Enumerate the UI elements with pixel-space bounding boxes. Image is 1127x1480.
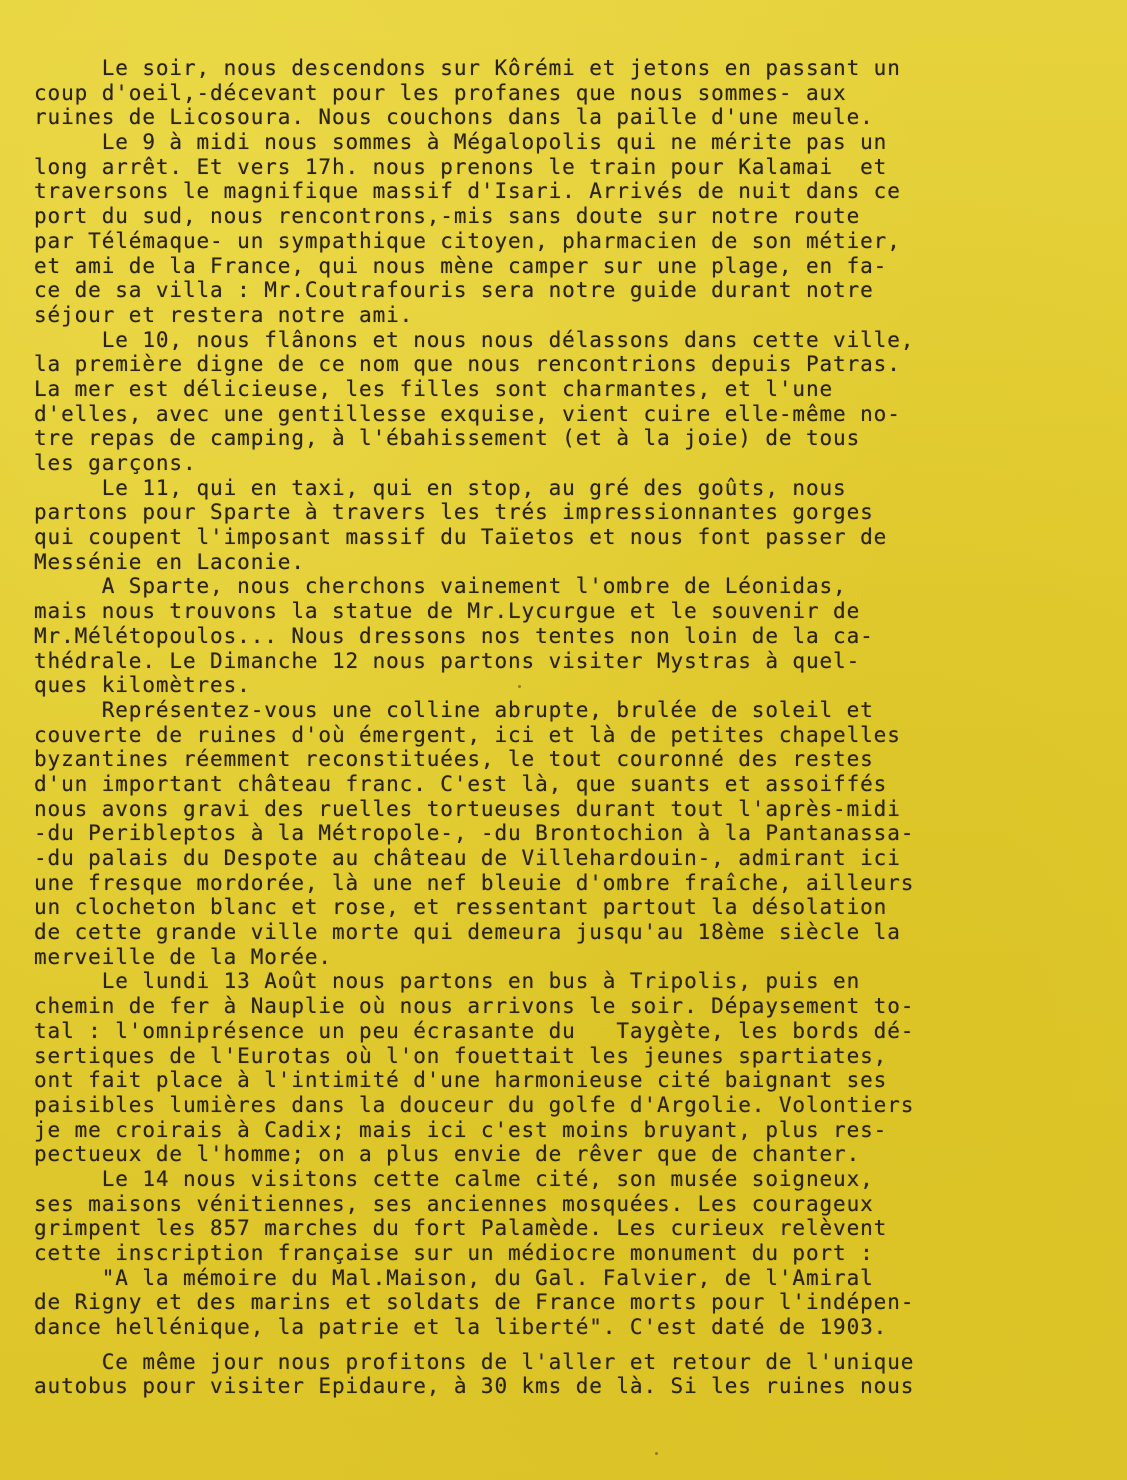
text-line: ques kilomètres. bbox=[34, 673, 251, 698]
text-line: Le soir, nous descendons sur Kôrémi et jetons en passant un bbox=[34, 56, 901, 80]
paper-speck bbox=[655, 1452, 658, 1455]
text-line: Le 14 nous visitons cette calme cité, son musée soigneux, bbox=[34, 1166, 874, 1191]
text-line: nous avons gravi des ruelles tortueuses durant tout l'après-midi bbox=[34, 796, 901, 821]
text-line: dance hellénique, la patrie et la liberté". C'est daté de 1903. bbox=[34, 1315, 888, 1340]
typewritten-text bbox=[34, 56, 1094, 1399]
paper-speck bbox=[518, 685, 521, 688]
text-line: ont fait place à l'intimité d'une harmonieuse cité baignant ses bbox=[34, 1068, 888, 1093]
text-line: un clocheton blanc et rose, et ressentant partout la désolation bbox=[34, 895, 888, 920]
text-line: -du Peribleptos à la Métropole-, -du Brontochion à la Pantanassa- bbox=[34, 821, 915, 846]
text-line: -du palais du Despote au château de Villehardouin-, admirant ici bbox=[34, 846, 901, 870]
text-line: la première digne de ce nom que nous rencontrions depuis Patras. bbox=[34, 352, 901, 377]
text-line: coup d'oeil,-décevant pour les profanes que nous sommes- aux bbox=[34, 80, 847, 105]
text-line: qui coupent l'imposant massif du Taïetos et nous font passer de bbox=[34, 525, 888, 550]
text-line: Messénie en Laconie. bbox=[34, 549, 305, 574]
text-line: cette inscription française sur un médiocre monument du port : bbox=[34, 1241, 874, 1265]
text-line: long arrêt. Et vers 17h. nous prenons le train pour Kalamai et bbox=[34, 154, 888, 179]
text-line: Représentez-vous une colline abrupte, brulée de soleil et bbox=[34, 697, 874, 722]
text-line: autobus pour visiter Epidaure, à 30 kms de là. Si les ruines nous bbox=[34, 1374, 915, 1399]
text-line: Le 10, nous flânons et nous nous délassons dans cette ville, bbox=[34, 327, 915, 352]
text-line: traversons le magnifique massif d'Isari. Arrivés de nuit dans ce bbox=[34, 179, 901, 204]
text-line: séjour et restera notre ami. bbox=[34, 302, 414, 327]
text-line: Ce même jour nous profitons de l'aller et retour de l'unique bbox=[34, 1349, 915, 1374]
text-line: de cette grande ville morte qui demeura jusqu'au 18ème siècle la bbox=[34, 920, 901, 945]
text-line: et ami de la France, qui nous mène camper sur une plage, en fa- bbox=[34, 253, 888, 278]
text-line: Le lundi 13 Août nous partons en bus à Tripolis, puis en bbox=[34, 969, 861, 994]
text-line: byzantines réemment reconstituées, le tout couronné des restes bbox=[34, 747, 874, 772]
text-line: thédrale. Le Dimanche 12 nous partons visiter Mystras à quel- bbox=[34, 648, 861, 673]
text-line: d'un important château franc. C'est là, que suants et assoiffés bbox=[34, 771, 888, 796]
text-line: grimpent les 857 marches du fort Palamède. Les curieux relèvent bbox=[34, 1216, 888, 1241]
text-line: paisibles lumières dans la douceur du golfe d'Argolie. Volontiers bbox=[34, 1092, 915, 1117]
text-line: A Sparte, nous cherchons vainement l'ombre de Léonidas, bbox=[34, 574, 847, 599]
text-line: par Télémaque- un sympathique citoyen, pharmacien de son métier, bbox=[34, 228, 901, 253]
text-line: d'elles, avec une gentillesse exquise, vient cuire elle-même no- bbox=[34, 401, 901, 426]
text-line: ce de sa villa : Mr.Coutrafouris sera notre guide durant notre bbox=[34, 278, 874, 303]
text-line: ruines de Licosoura. Nous couchons dans la paille d'une meule. bbox=[34, 105, 874, 130]
text-line: je me croirais à Cadix; mais ici c'est moins bruyant, plus res- bbox=[34, 1117, 888, 1142]
text-line: pectueux de l'homme; on a plus envie de rêver que de chanter. bbox=[34, 1142, 861, 1167]
text-line: tre repas de camping, à l'ébahissement (et à la joie) de tous bbox=[34, 426, 861, 451]
text-line: couverte de ruines d'où émergent, ici et là de petites chapelles bbox=[34, 722, 901, 747]
text-line: Le 11, qui en taxi, qui en stop, au gré des goûts, nous bbox=[34, 475, 847, 500]
text-line: ses maisons vénitiennes, ses anciennes mosquées. Les courageux bbox=[34, 1191, 874, 1216]
text-line: Mr.Mélétopoulos... Nous dressons nos tentes non loin de la ca- bbox=[34, 623, 874, 648]
text-line: port du sud, nous rencontrons,-mis sans doute sur notre route bbox=[34, 204, 861, 229]
text-line: sertiques de l'Eurotas où l'on fouettait les jeunes spartiates, bbox=[34, 1043, 888, 1068]
text-line: La mer est délicieuse, les filles sont charmantes, et l'une bbox=[34, 376, 834, 401]
text-line: les garçons. bbox=[34, 451, 197, 475]
text-line: une fresque mordorée, là une nef bleuie d'ombre fraîche, ailleurs bbox=[34, 870, 915, 895]
text-line: tal : l'omniprésence un peu écrasante du Taygète, les bords dé- bbox=[34, 1018, 915, 1043]
text-line: mais nous trouvons la statue de Mr.Lycurgue et le souvenir de bbox=[34, 599, 861, 624]
text-line: Le 9 à midi nous sommes à Mégalopolis qui ne mérite pas un bbox=[34, 130, 888, 155]
text-line: merveille de la Morée. bbox=[34, 944, 332, 969]
text-line: "A la mémoire du Mal.Maison, du Gal. Falvier, de l'Amiral bbox=[34, 1265, 874, 1290]
text-line: de Rigny et des marins et soldats de France morts pour l'indépen- bbox=[34, 1290, 915, 1315]
text-line: chemin de fer à Nauplie où nous arrivons le soir. Dépaysement to- bbox=[34, 994, 915, 1019]
text-line: partons pour Sparte à travers les trés impressionnantes gorges bbox=[34, 500, 874, 525]
